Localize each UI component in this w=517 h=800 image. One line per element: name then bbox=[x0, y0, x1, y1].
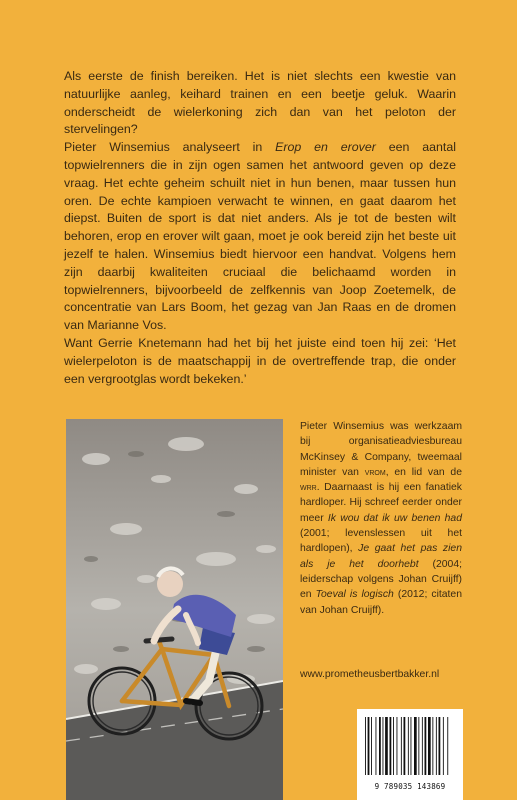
barcode-digits: 9 789035 143869 bbox=[374, 782, 446, 791]
bio-text: (2012; citaten van Johan Cruijff). bbox=[300, 589, 462, 616]
book-title: Ik wou dat ik uw benen had bbox=[327, 512, 462, 524]
barcode-bar bbox=[447, 717, 448, 775]
barcode-bar bbox=[397, 717, 398, 775]
barcode-bar bbox=[371, 717, 372, 775]
blurb-paragraph-3: Want Gerrie Knetemann had het bij het juiste eind toen hij zei: ‘Het wielerpeloton is de maatschappij in de overtreffende trap, die onder een vergrootglas wordt bekeken.’ bbox=[64, 335, 456, 386]
barcode-bar bbox=[365, 717, 366, 775]
barcode-bar bbox=[418, 717, 419, 775]
book-title: Toeval is logisch bbox=[315, 589, 394, 601]
publisher-website: www.prometheusbertbakker.nl bbox=[300, 669, 440, 680]
barcode-bar bbox=[408, 717, 409, 775]
bio-text: . Daarnaast is hij een fanatiek hardloper. Hij schreef eerder onder meer bbox=[300, 482, 462, 524]
cyclist-photo-illustration bbox=[66, 419, 283, 800]
barcode-bar bbox=[368, 717, 370, 775]
bio-text: (2001; levenslessen uit het hardlopen), bbox=[300, 528, 462, 555]
author-bio bbox=[300, 419, 462, 618]
bio-text: Pieter Winsemius was werkzaam bij organisatieadviesbureau McKinsey & Company, tweemaal minister van bbox=[300, 421, 462, 478]
barcode-bar bbox=[404, 717, 406, 775]
barcode-bar bbox=[428, 717, 431, 775]
barcode-bar bbox=[393, 717, 394, 775]
barcode-bar bbox=[436, 717, 437, 775]
bio-text: (2004; leiderschap volgens Johan Cruijff) en bbox=[300, 558, 462, 601]
barcode-bar bbox=[443, 717, 444, 775]
book-title: Erop en erover bbox=[275, 140, 376, 155]
barcode-bar bbox=[439, 717, 441, 775]
back-cover-blurb bbox=[64, 68, 456, 388]
barcode-bar bbox=[376, 717, 377, 775]
blurb-paragraph-2 bbox=[64, 139, 456, 335]
author-photo bbox=[66, 419, 283, 800]
barcode-bar bbox=[401, 717, 402, 775]
blurb-text: een aantal topwielrenners die in zijn ogen samen het antwoord geven op deze vraag. Het echte geheim schuilt niet in hun benen, maar tussen hun oren. De echte kampioen verwacht te winnen, en gaat daarom het diepst. Buiten de sport is dat niet anders. Als je tot de besten wilt behoren, erop en erover wilt gaan, moet je ook bereid zijn het beste uit jezelf te halen. Winsemius biedt hiervoor een handvat. Volgens hem zijn daarbij kwaliteiten cruciaal die belichaamd worden in topwielrenners, bijvoorbeeld de zelfkennis van Joop Zoetemelk, de concentratie van Lars Boom, het gezag van Jan Raas en de dromen van Marianne Vos. bbox=[64, 140, 456, 333]
barcode-bar bbox=[383, 717, 384, 775]
barcode-bar bbox=[390, 717, 392, 775]
barcode-bar bbox=[425, 717, 427, 775]
blurb-paragraph-1: Als eerste de finish bereiken. Het is niet slechts een kwestie van natuurlijke aanleg, keihard trainen en een beetje geluk. Waarin onderscheidt de wielerkoning zich dan van het peloton der stervelingen? bbox=[64, 69, 456, 137]
blurb-text: Pieter Winsemius analyseert in bbox=[64, 140, 276, 155]
barcode-bar bbox=[432, 717, 433, 775]
bio-text: , en lid van de bbox=[385, 466, 462, 478]
barcode-bar bbox=[414, 717, 417, 775]
barcode-bar bbox=[379, 717, 381, 775]
barcode-bar bbox=[411, 717, 412, 775]
author-bio-paragraph bbox=[300, 419, 462, 618]
book-title: Je gaat het pas zien als je het doorhebt bbox=[300, 543, 462, 570]
barcode-bar bbox=[422, 717, 423, 775]
bio-abbreviation-wrr: wrr bbox=[300, 482, 317, 494]
barcode-bar bbox=[385, 717, 388, 775]
barcode-bars-icon bbox=[357, 717, 463, 787]
isbn-barcode bbox=[357, 709, 463, 800]
bio-abbreviation-vrom: vrom bbox=[364, 466, 386, 478]
